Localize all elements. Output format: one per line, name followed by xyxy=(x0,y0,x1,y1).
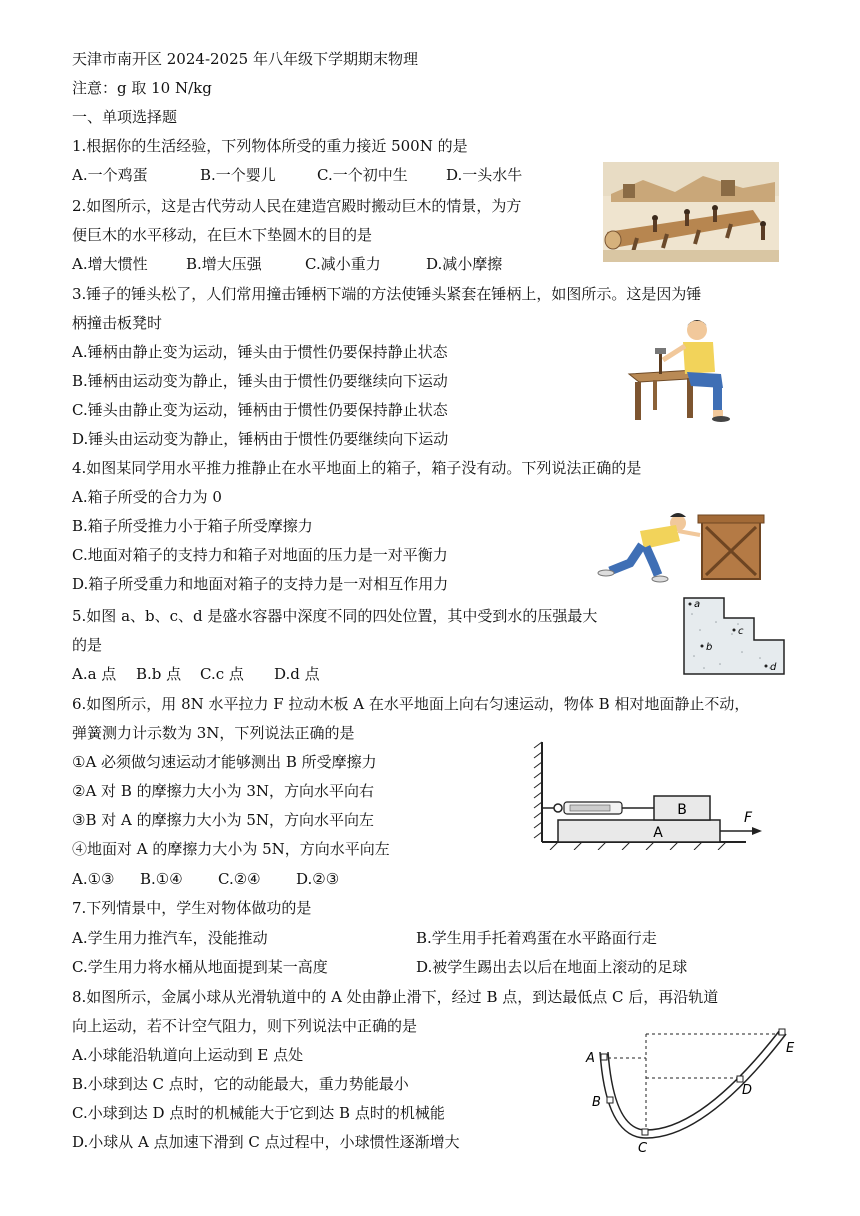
q5-label-b: b xyxy=(706,642,713,653)
q6-option-a: A.①③ xyxy=(72,870,115,888)
q3-stem-line1: 3.锤子的锤头松了，人们常用撞击锤柄下端的方法使锤头紧套在锤柄上，如图所示。这是因为锤 xyxy=(72,285,702,303)
q6-statement-4: ④地面对 A 的摩擦力大小为 5N，方向水平向左 xyxy=(72,840,390,858)
q7-option-d: D.被学生踢出去以后在地面上滚动的足球 xyxy=(416,958,688,976)
q5-stem-line2: 的是 xyxy=(72,636,103,654)
q5-label-c: c xyxy=(738,626,744,637)
q8-track-diagram xyxy=(576,1018,806,1158)
q2-log-moving-image xyxy=(603,162,779,262)
q2-option-b: B.增大压强 xyxy=(186,255,262,273)
q6-option-d: D.②③ xyxy=(296,870,340,888)
q7-option-c: C.学生用力将水桶从地面提到某一高度 xyxy=(72,958,328,976)
q4-option-a: A.箱子所受的合力为 0 xyxy=(72,488,222,506)
q6-option-b: B.①④ xyxy=(140,870,183,888)
q6-statement-3: ③B 对 A 的摩擦力大小为 5N，方向水平向左 xyxy=(72,811,375,829)
q6-stem-line2: 弹簧测力计示数为 3N，下列说法正确的是 xyxy=(72,724,355,742)
q5-label-a: a xyxy=(694,599,701,610)
q6-friction-diagram xyxy=(530,738,770,850)
q8-option-d: D.小球从 A 点加速下滑到 C 点过程中，小球惯性逐渐增大 xyxy=(72,1133,460,1151)
q7-option-a: A.学生用力推汽车，没能推动 xyxy=(72,929,268,947)
q1-option-d: D.一头水牛 xyxy=(446,166,523,184)
q8-option-c: C.小球到达 D 点时的机械能大于它到达 B 点时的机械能 xyxy=(72,1104,445,1122)
q5-option-c: C.c 点 xyxy=(200,665,244,683)
q6-statement-2: ②A 对 B 的摩擦力大小为 3N，方向水平向右 xyxy=(72,782,375,800)
q2-stem-line2: 便巨木的水平移动，在巨木下垫圆木的目的是 xyxy=(72,226,373,244)
q4-option-d: D.箱子所受重力和地面对箱子的支持力是一对相互作用力 xyxy=(72,575,449,593)
q1-option-a: A.一个鸡蛋 xyxy=(72,166,148,184)
q6-statement-1: ①A 必须做匀速运动才能够测出 B 所受摩擦力 xyxy=(72,753,377,771)
q3-option-b: B.锤柄由运动变为静止，锤头由于惯性仍要继续向下运动 xyxy=(72,372,448,390)
q5-option-d: D.d 点 xyxy=(274,665,320,683)
q8-label-c: C xyxy=(638,1141,648,1156)
q6-force-label: F xyxy=(744,810,753,826)
q4-stem: 4.如图某同学用水平推力推静止在水平地面上的箱子，箱子没有动。下列说法正确的是 xyxy=(72,459,642,477)
q6-stem-line1: 6.如图所示，用 8N 水平拉力 F 拉动木板 A 在水平地面上向右匀速运动，物体 B 相对地面静止不动， xyxy=(72,695,750,713)
q2-option-d: D.减小摩擦 xyxy=(426,255,503,273)
q5-stem-line1: 5.如图 a、b、c、d 是盛水容器中深度不同的四处位置，其中受到水的压强最大 xyxy=(72,607,598,625)
q2-stem-line1: 2.如图所示，这是古代劳动人民在建造宫殿时搬动巨木的情景，为方 xyxy=(72,197,522,215)
q6-board-a-label: A xyxy=(653,825,663,841)
q5-water-container-diagram xyxy=(680,594,790,678)
note-line: 注意：g 取 10 N/kg xyxy=(72,79,212,97)
section-heading: 一、单项选择题 xyxy=(72,108,178,126)
q8-label-a: A xyxy=(586,1051,595,1066)
page-title: 天津市南开区 2024-2025 年八年级下学期期末物理 xyxy=(72,50,418,68)
q3-option-c: C.锤头由静止变为运动，锤柄由于惯性仍要保持静止状态 xyxy=(72,401,448,419)
q3-option-a: A.锤柄由静止变为运动，锤头由于惯性仍要保持静止状态 xyxy=(72,343,448,361)
q5-option-b: B.b 点 xyxy=(136,665,182,683)
q5-label-d: d xyxy=(770,662,777,673)
q3-option-d: D.锤头由运动变为静止，锤柄由于惯性仍要继续向下运动 xyxy=(72,430,449,448)
q3-hammer-bench-image xyxy=(625,312,740,424)
q4-option-b: B.箱子所受推力小于箱子所受摩擦力 xyxy=(72,517,313,535)
q4-option-c: C.地面对箱子的支持力和箱子对地面的压力是一对平衡力 xyxy=(72,546,448,564)
q6-block-b-label: B xyxy=(677,802,687,818)
q8-label-b: B xyxy=(592,1095,601,1110)
q3-stem-line2: 柄撞击板凳时 xyxy=(72,314,163,332)
q6-option-c: C.②④ xyxy=(218,870,261,888)
q5-option-a: A.a 点 xyxy=(72,665,117,683)
q8-label-e: E xyxy=(786,1041,795,1056)
q2-option-c: C.减小重力 xyxy=(305,255,381,273)
q1-stem: 1.根据你的生活经验，下列物体所受的重力接近 500N 的是 xyxy=(72,137,468,155)
q8-stem-line2: 向上运动，若不计空气阻力，则下列说法中正确的是 xyxy=(72,1017,418,1035)
q7-option-b: B.学生用手托着鸡蛋在水平路面行走 xyxy=(416,929,657,947)
q8-label-d: D xyxy=(742,1083,753,1098)
q1-option-b: B.一个婴儿 xyxy=(200,166,276,184)
q8-option-b: B.小球到达 C 点时，它的动能最大，重力势能最小 xyxy=(72,1075,409,1093)
q7-stem: 7.下列情景中，学生对物体做功的是 xyxy=(72,899,312,917)
q4-push-box-image xyxy=(596,505,768,585)
q8-option-a: A.小球能沿轨道向上运动到 E 点处 xyxy=(72,1046,304,1064)
q2-option-a: A.增大惯性 xyxy=(72,255,148,273)
q1-option-c: C.一个初中生 xyxy=(317,166,408,184)
q8-stem-line1: 8.如图所示，金属小球从光滑轨道中的 A 处由静止滑下，经过 B 点，到达最低点 C 后，再沿轨道 xyxy=(72,988,719,1006)
